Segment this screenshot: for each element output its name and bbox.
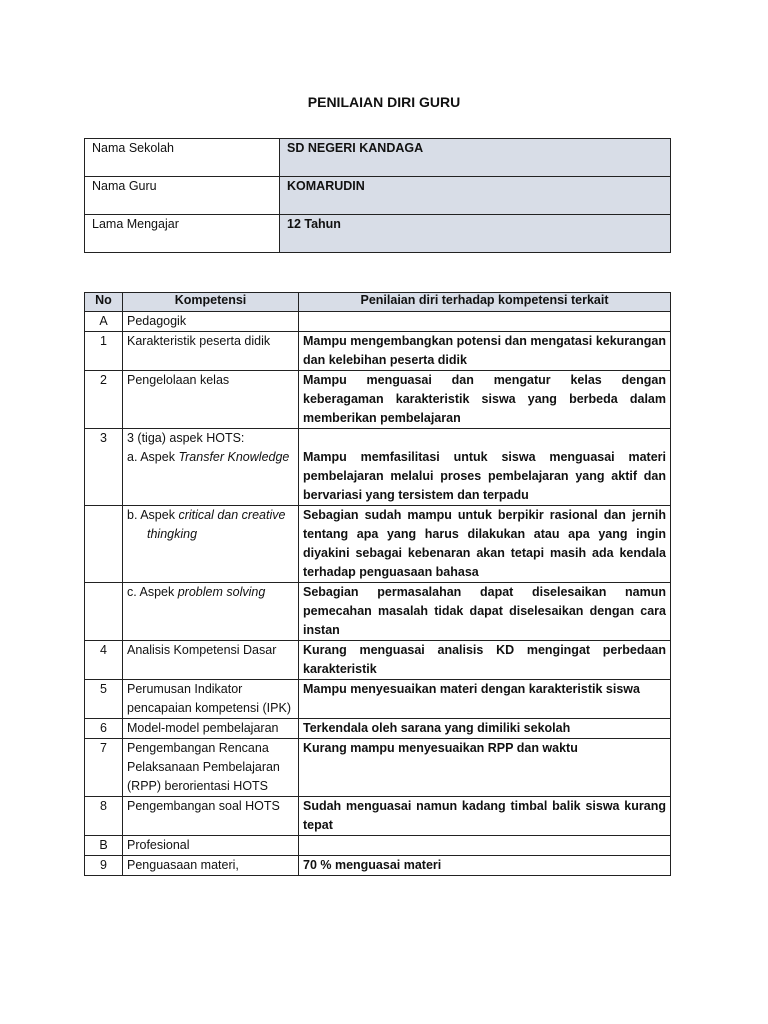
row-penilaian (299, 836, 671, 856)
header-kompetensi: Kompetensi (123, 293, 299, 312)
row-number: 2 (85, 371, 123, 429)
info-label: Nama Guru (85, 177, 280, 215)
row-penilaian: Mampu menguasai dan mengatur kelas dengan keberagaman karakteristik siswa yang berbeda dalam memberikan pembelajaran (299, 371, 671, 429)
row-penilaian: Kurang mampu menyesuaikan RPP dan waktu (299, 739, 671, 797)
row-kompetensi: Pedagogik (123, 312, 299, 332)
row-penilaian (299, 312, 671, 332)
info-value: KOMARUDIN (280, 177, 671, 215)
hots-aspect-c: c. Aspek problem solving (127, 585, 266, 599)
info-row (85, 177, 671, 215)
table-row (85, 506, 671, 583)
row-number (85, 506, 123, 583)
hots-aspect-a: a. Aspek Transfer Knowledge (127, 450, 290, 464)
table-row (85, 836, 671, 856)
row-kompetensi (123, 583, 299, 641)
table-row (85, 719, 671, 739)
table-row (85, 680, 671, 719)
row-number: 9 (85, 856, 123, 876)
row-penilaian: 70 % menguasai materi (299, 856, 671, 876)
row-kompetensi: Model-model pembelajaran (123, 719, 299, 739)
table-row (85, 641, 671, 680)
row-number (85, 583, 123, 641)
info-value: SD NEGERI KANDAGA (280, 139, 671, 177)
table-row (85, 332, 671, 371)
info-label: Lama Mengajar (85, 215, 280, 253)
row-number: 4 (85, 641, 123, 680)
table-row (85, 371, 671, 429)
row-number: 6 (85, 719, 123, 739)
info-value: 12 Tahun (280, 215, 671, 253)
table-header-row (85, 293, 671, 312)
row-number: 8 (85, 797, 123, 836)
row-kompetensi (123, 506, 299, 583)
row-number: 1 (85, 332, 123, 371)
header-penilaian: Penilaian diri terhadap kompetensi terkait (299, 293, 671, 312)
row-kompetensi: Pengembangan soal HOTS (123, 797, 299, 836)
hots-aspect-b: b. Aspek critical dan creative thingking (127, 508, 286, 541)
row-number: B (85, 836, 123, 856)
row-kompetensi: Karakteristik peserta didik (123, 332, 299, 371)
row-kompetensi: Analisis Kompetensi Dasar (123, 641, 299, 680)
row-penilaian: Mampu menyesuaikan materi dengan karakteristik siswa (299, 680, 671, 719)
row-kompetensi: Penguasaan materi, (123, 856, 299, 876)
row-penilaian: Sudah menguasai namun kadang timbal balik siswa kurang tepat (299, 797, 671, 836)
table-row (85, 739, 671, 797)
competency-table (84, 292, 671, 876)
table-row (85, 429, 671, 506)
row-number: 5 (85, 680, 123, 719)
row-number: 3 (85, 429, 123, 506)
school-info-table (84, 138, 671, 253)
info-row (85, 139, 671, 177)
row-penilaian: Sebagian permasalahan dapat diselesaikan namun pemecahan masalah tidak dapat diselesaikan dengan cara instan (299, 583, 671, 641)
row-kompetensi: Pengelolaan kelas (123, 371, 299, 429)
row-penilaian: Kurang menguasai analisis KD mengingat perbedaan karakteristik (299, 641, 671, 680)
row-penilaian: Mampu memfasilitasi untuk siswa menguasai materi pembelajaran melalui proses pembelajaran yang aktif dan bervariasi yang tersistem dan terpadu (299, 429, 671, 506)
hots-heading: 3 (tiga) aspek HOTS: (127, 431, 245, 445)
row-kompetensi: Pengembangan Rencana Pelaksanaan Pembelajaran (RPP) berorientasi HOTS (123, 739, 299, 797)
table-row (85, 312, 671, 332)
row-number: 7 (85, 739, 123, 797)
row-number: A (85, 312, 123, 332)
row-penilaian: Terkendala oleh sarana yang dimiliki sekolah (299, 719, 671, 739)
page-title: PENILAIAN DIRI GURU (307, 94, 461, 110)
info-row (85, 215, 671, 253)
table-row (85, 856, 671, 876)
header-no: No (85, 293, 123, 312)
info-label: Nama Sekolah (85, 139, 280, 177)
row-kompetensi: Perumusan Indikator pencapaian kompetensi (IPK) (123, 680, 299, 719)
row-penilaian: Sebagian sudah mampu untuk berpikir rasional dan jernih tentang apa yang harus dilakukan atau apa yang ingin diyakini sebagai kebenaran akan tetapi masih ada kendala terhadap penguasaan bahasa (299, 506, 671, 583)
row-kompetensi (123, 429, 299, 506)
row-penilaian: Mampu mengembangkan potensi dan mengatasi kekurangan dan kelebihan peserta didik (299, 332, 671, 371)
table-row (85, 797, 671, 836)
table-row (85, 583, 671, 641)
row-kompetensi: Profesional (123, 836, 299, 856)
